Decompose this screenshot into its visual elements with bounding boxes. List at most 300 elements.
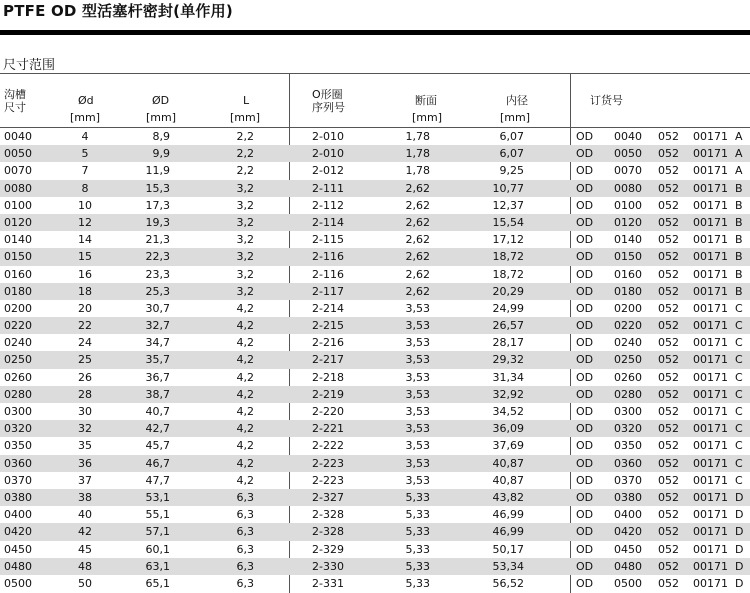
cell-oring-section: 3,53 bbox=[405, 353, 430, 367]
cell-order-code: 00171 bbox=[693, 542, 728, 556]
cell-order-prefix: OD bbox=[576, 147, 594, 161]
cell-oring-inner-diameter: 31,34 bbox=[492, 370, 524, 384]
cell-groove-length: 4,2 bbox=[236, 422, 254, 436]
cell-order-class: D bbox=[735, 576, 744, 590]
cell-groove-size: 0080 bbox=[4, 181, 32, 195]
table-row bbox=[0, 300, 750, 317]
cell-oring-section: 2,62 bbox=[405, 267, 430, 281]
cell-order-size: 0070 bbox=[614, 164, 642, 178]
cell-groove-diameter: 60,1 bbox=[145, 542, 170, 556]
cell-order-class: D bbox=[735, 525, 744, 539]
cell-order-size: 0080 bbox=[614, 181, 642, 195]
cell-groove-diameter: 19,3 bbox=[145, 215, 170, 229]
table-row bbox=[0, 403, 750, 420]
cell-rod-diameter: 15 bbox=[78, 250, 92, 264]
table-row bbox=[0, 248, 750, 265]
table-row bbox=[0, 472, 750, 489]
cell-groove-diameter: 34,7 bbox=[145, 336, 170, 350]
cell-rod-diameter: 48 bbox=[78, 559, 92, 573]
cell-oring-inner-diameter: 18,72 bbox=[492, 267, 524, 281]
table-row bbox=[0, 575, 750, 592]
cell-rod-diameter: 20 bbox=[78, 301, 92, 315]
cell-oring-inner-diameter: 15,54 bbox=[492, 215, 524, 229]
cell-groove-size: 0200 bbox=[4, 301, 32, 315]
cell-groove-diameter: 22,3 bbox=[145, 250, 170, 264]
table-row bbox=[0, 231, 750, 248]
cell-groove-size: 0120 bbox=[4, 215, 32, 229]
cell-rod-diameter: 25 bbox=[78, 353, 92, 367]
cell-order-material: 052 bbox=[658, 284, 679, 298]
cell-order-material: 052 bbox=[658, 473, 679, 487]
cell-groove-diameter: 46,7 bbox=[145, 456, 170, 470]
cell-groove-size: 0220 bbox=[4, 319, 32, 333]
cell-order-class: B bbox=[735, 250, 743, 264]
cell-oring-series: 2-223 bbox=[312, 473, 344, 487]
cell-groove-size: 0260 bbox=[4, 370, 32, 384]
cell-oring-section: 5,33 bbox=[405, 559, 430, 573]
cell-order-code: 00171 bbox=[693, 147, 728, 161]
cell-groove-length: 6,3 bbox=[236, 576, 254, 590]
cell-order-code: 00171 bbox=[693, 301, 728, 315]
cell-groove-size: 0180 bbox=[4, 284, 32, 298]
cell-order-prefix: OD bbox=[576, 456, 594, 470]
cell-order-prefix: OD bbox=[576, 181, 594, 195]
cell-oring-series: 2-217 bbox=[312, 353, 344, 367]
cell-rod-diameter: 8 bbox=[81, 181, 89, 195]
cell-order-prefix: OD bbox=[576, 387, 594, 401]
cell-oring-inner-diameter: 12,37 bbox=[492, 198, 524, 212]
cell-groove-size: 0380 bbox=[4, 490, 32, 504]
cell-order-size: 0100 bbox=[614, 198, 642, 212]
cell-order-material: 052 bbox=[658, 559, 679, 573]
cell-oring-series: 2-012 bbox=[312, 164, 344, 178]
cell-oring-series: 2-214 bbox=[312, 301, 344, 315]
table-row bbox=[0, 162, 750, 179]
cell-order-size: 0280 bbox=[614, 387, 642, 401]
cell-order-code: 00171 bbox=[693, 164, 728, 178]
cell-rod-diameter: 37 bbox=[78, 473, 92, 487]
cell-order-size: 0300 bbox=[614, 405, 642, 418]
cell-order-prefix: OD bbox=[576, 198, 594, 212]
cell-groove-size: 0360 bbox=[4, 456, 32, 470]
cell-groove-diameter: 30,7 bbox=[145, 301, 170, 315]
cell-groove-diameter: 38,7 bbox=[145, 387, 170, 401]
cell-groove-size: 0280 bbox=[4, 387, 32, 401]
table-row bbox=[0, 317, 750, 334]
cell-order-class: B bbox=[735, 233, 743, 247]
cell-groove-length: 6,3 bbox=[236, 559, 254, 573]
cell-order-prefix: OD bbox=[576, 319, 594, 333]
cell-groove-diameter: 23,3 bbox=[145, 267, 170, 281]
cell-groove-length: 4,2 bbox=[236, 456, 254, 470]
cell-oring-series: 2-218 bbox=[312, 370, 344, 384]
cell-groove-length: 3,2 bbox=[236, 215, 254, 229]
cell-groove-diameter: 40,7 bbox=[145, 405, 170, 418]
cell-groove-diameter: 11,9 bbox=[145, 164, 170, 178]
cell-groove-diameter: 57,1 bbox=[145, 525, 170, 539]
cell-oring-inner-diameter: 18,72 bbox=[492, 250, 524, 264]
header-L: L bbox=[243, 94, 250, 107]
cell-groove-diameter: 21,3 bbox=[145, 233, 170, 247]
cell-oring-section: 1,78 bbox=[405, 147, 430, 161]
table-row bbox=[0, 351, 750, 368]
cell-oring-series: 2-331 bbox=[312, 576, 344, 590]
cell-rod-diameter: 28 bbox=[78, 387, 92, 401]
cell-oring-section: 5,33 bbox=[405, 576, 430, 590]
table-row bbox=[0, 489, 750, 506]
table-row bbox=[0, 455, 750, 472]
cell-order-prefix: OD bbox=[576, 130, 594, 143]
cell-groove-size: 0350 bbox=[4, 439, 32, 453]
cell-order-prefix: OD bbox=[576, 422, 594, 436]
cell-oring-section: 1,78 bbox=[405, 164, 430, 178]
cell-oring-series: 2-216 bbox=[312, 336, 344, 350]
cell-groove-diameter: 45,7 bbox=[145, 439, 170, 453]
header-oring: O形圈 序列号 bbox=[312, 88, 345, 114]
cell-order-code: 00171 bbox=[693, 525, 728, 539]
cell-rod-diameter: 22 bbox=[78, 319, 92, 333]
cell-rod-diameter: 10 bbox=[78, 198, 92, 212]
cell-oring-section: 2,62 bbox=[405, 215, 430, 229]
cell-order-class: C bbox=[735, 387, 743, 401]
cell-order-prefix: OD bbox=[576, 525, 594, 539]
cell-order-code: 00171 bbox=[693, 405, 728, 418]
cell-oring-inner-diameter: 46,99 bbox=[492, 508, 524, 522]
cell-groove-size: 0300 bbox=[4, 405, 32, 418]
cell-oring-section: 5,33 bbox=[405, 490, 430, 504]
cell-order-size: 0180 bbox=[614, 284, 642, 298]
cell-groove-length: 4,2 bbox=[236, 336, 254, 350]
cell-oring-series: 2-220 bbox=[312, 405, 344, 418]
table-row bbox=[0, 145, 750, 162]
cell-order-material: 052 bbox=[658, 353, 679, 367]
cell-order-size: 0200 bbox=[614, 301, 642, 315]
header-id: 内径 bbox=[506, 94, 528, 107]
cell-groove-length: 2,2 bbox=[236, 130, 254, 143]
cell-groove-size: 0420 bbox=[4, 525, 32, 539]
header-id-unit: [mm] bbox=[500, 111, 531, 124]
cell-order-class: C bbox=[735, 301, 743, 315]
cell-groove-diameter: 42,7 bbox=[145, 422, 170, 436]
header-L-unit: [mm] bbox=[230, 111, 261, 124]
cell-order-prefix: OD bbox=[576, 405, 594, 418]
cell-oring-section: 2,62 bbox=[405, 198, 430, 212]
cell-groove-size: 0250 bbox=[4, 353, 32, 367]
cell-oring-inner-diameter: 10,77 bbox=[492, 181, 524, 195]
table-row bbox=[0, 128, 750, 145]
cell-order-class: B bbox=[735, 267, 743, 281]
cell-oring-section: 1,78 bbox=[405, 130, 430, 143]
cell-groove-size: 0160 bbox=[4, 267, 32, 281]
cell-order-prefix: OD bbox=[576, 284, 594, 298]
cell-order-code: 00171 bbox=[693, 319, 728, 333]
cell-rod-diameter: 16 bbox=[78, 267, 92, 281]
cell-oring-inner-diameter: 40,87 bbox=[492, 456, 524, 470]
cell-order-material: 052 bbox=[658, 147, 679, 161]
table-row bbox=[0, 437, 750, 454]
table-row bbox=[0, 197, 750, 214]
cell-order-size: 0370 bbox=[614, 473, 642, 487]
cell-groove-size: 0100 bbox=[4, 198, 32, 212]
cell-oring-series: 2-115 bbox=[312, 233, 344, 247]
cell-groove-length: 6,3 bbox=[236, 525, 254, 539]
cell-rod-diameter: 4 bbox=[81, 130, 89, 143]
cell-order-code: 00171 bbox=[693, 215, 728, 229]
cell-order-size: 0420 bbox=[614, 525, 642, 539]
cell-groove-diameter: 35,7 bbox=[145, 353, 170, 367]
cell-order-code: 00171 bbox=[693, 490, 728, 504]
cell-oring-section: 3,53 bbox=[405, 473, 430, 487]
cell-order-size: 0050 bbox=[614, 147, 642, 161]
cell-order-code: 00171 bbox=[693, 250, 728, 264]
cell-rod-diameter: 7 bbox=[81, 164, 89, 178]
cell-oring-series: 2-117 bbox=[312, 284, 344, 298]
cell-order-material: 052 bbox=[658, 215, 679, 229]
cell-order-material: 052 bbox=[658, 456, 679, 470]
cell-oring-inner-diameter: 50,17 bbox=[492, 542, 524, 556]
cell-oring-inner-diameter: 36,09 bbox=[492, 422, 524, 436]
cell-order-material: 052 bbox=[658, 542, 679, 556]
cell-order-prefix: OD bbox=[576, 250, 594, 264]
cell-order-class: D bbox=[735, 542, 744, 556]
cell-groove-diameter: 8,9 bbox=[152, 130, 170, 143]
cell-order-material: 052 bbox=[658, 525, 679, 539]
cell-oring-inner-diameter: 53,34 bbox=[492, 559, 524, 573]
cell-order-class: D bbox=[735, 508, 744, 522]
cell-oring-series: 2-328 bbox=[312, 525, 344, 539]
cell-rod-diameter: 50 bbox=[78, 576, 92, 590]
cell-rod-diameter: 42 bbox=[78, 525, 92, 539]
table-row bbox=[0, 266, 750, 283]
cell-order-prefix: OD bbox=[576, 508, 594, 522]
cell-order-prefix: OD bbox=[576, 370, 594, 384]
cell-order-material: 052 bbox=[658, 439, 679, 453]
cell-order-size: 0500 bbox=[614, 576, 642, 590]
cell-oring-inner-diameter: 29,32 bbox=[492, 353, 524, 367]
cell-groove-diameter: 63,1 bbox=[145, 559, 170, 573]
cell-rod-diameter: 32 bbox=[78, 422, 92, 436]
cell-oring-inner-diameter: 46,99 bbox=[492, 525, 524, 539]
cell-order-size: 0150 bbox=[614, 250, 642, 264]
cell-oring-series: 2-116 bbox=[312, 267, 344, 281]
cell-order-code: 00171 bbox=[693, 284, 728, 298]
cell-rod-diameter: 18 bbox=[78, 284, 92, 298]
cell-order-class: C bbox=[735, 456, 743, 470]
cell-oring-inner-diameter: 34,52 bbox=[492, 405, 524, 418]
cell-oring-inner-diameter: 26,57 bbox=[492, 319, 524, 333]
cell-rod-diameter: 45 bbox=[78, 542, 92, 556]
cell-order-code: 00171 bbox=[693, 387, 728, 401]
cell-groove-diameter: 65,1 bbox=[145, 576, 170, 590]
cell-order-size: 0160 bbox=[614, 267, 642, 281]
table-row bbox=[0, 541, 750, 558]
cell-oring-inner-diameter: 20,29 bbox=[492, 284, 524, 298]
cell-order-code: 00171 bbox=[693, 422, 728, 436]
cell-groove-size: 0240 bbox=[4, 336, 32, 350]
cell-oring-section: 5,33 bbox=[405, 508, 430, 522]
cell-order-class: A bbox=[735, 164, 743, 178]
cell-groove-diameter: 55,1 bbox=[145, 508, 170, 522]
table-row bbox=[0, 506, 750, 523]
cell-order-material: 052 bbox=[658, 198, 679, 212]
cell-order-code: 00171 bbox=[693, 473, 728, 487]
cell-groove-size: 0070 bbox=[4, 164, 32, 178]
cell-rod-diameter: 26 bbox=[78, 370, 92, 384]
cell-oring-series: 2-328 bbox=[312, 508, 344, 522]
cell-order-prefix: OD bbox=[576, 164, 594, 178]
cell-oring-series: 2-116 bbox=[312, 250, 344, 264]
cell-rod-diameter: 5 bbox=[81, 147, 89, 161]
cell-groove-diameter: 53,1 bbox=[145, 490, 170, 504]
cell-order-code: 00171 bbox=[693, 181, 728, 195]
cell-groove-size: 0150 bbox=[4, 250, 32, 264]
cell-groove-diameter: 32,7 bbox=[145, 319, 170, 333]
cell-order-prefix: OD bbox=[576, 576, 594, 590]
cell-order-code: 00171 bbox=[693, 198, 728, 212]
cell-order-size: 0380 bbox=[614, 490, 642, 504]
cell-oring-inner-diameter: 6,07 bbox=[499, 130, 524, 143]
cell-oring-inner-diameter: 17,12 bbox=[492, 233, 524, 247]
cell-oring-series: 2-114 bbox=[312, 215, 344, 229]
cell-groove-size: 0500 bbox=[4, 576, 32, 590]
cell-groove-length: 3,2 bbox=[236, 250, 254, 264]
cell-order-class: D bbox=[735, 559, 744, 573]
cell-groove-length: 4,2 bbox=[236, 473, 254, 487]
cell-groove-length: 3,2 bbox=[236, 267, 254, 281]
cell-order-class: C bbox=[735, 439, 743, 453]
cell-order-size: 0120 bbox=[614, 215, 642, 229]
cell-oring-inner-diameter: 9,25 bbox=[499, 164, 524, 178]
cell-order-code: 00171 bbox=[693, 233, 728, 247]
cell-order-class: B bbox=[735, 284, 743, 298]
cell-order-code: 00171 bbox=[693, 130, 728, 143]
cell-order-material: 052 bbox=[658, 336, 679, 350]
cell-order-size: 0400 bbox=[614, 508, 642, 522]
cell-order-class: B bbox=[735, 198, 743, 212]
cell-oring-section: 3,53 bbox=[405, 439, 430, 453]
table-row bbox=[0, 369, 750, 386]
cell-groove-length: 3,2 bbox=[236, 284, 254, 298]
header-groove: 沟槽 尺寸 bbox=[4, 88, 26, 114]
cell-groove-diameter: 15,3 bbox=[145, 181, 170, 195]
cell-order-class: B bbox=[735, 215, 743, 229]
cell-oring-series: 2-222 bbox=[312, 439, 344, 453]
cell-order-size: 0260 bbox=[614, 370, 642, 384]
cell-order-class: C bbox=[735, 405, 743, 418]
cell-oring-section: 2,62 bbox=[405, 250, 430, 264]
cell-order-material: 052 bbox=[658, 267, 679, 281]
cell-order-class: D bbox=[735, 490, 744, 504]
cell-groove-length: 2,2 bbox=[236, 164, 254, 178]
header-d-unit: [mm] bbox=[70, 111, 101, 124]
table-row bbox=[0, 180, 750, 197]
cell-oring-series: 2-219 bbox=[312, 387, 344, 401]
cell-order-code: 00171 bbox=[693, 267, 728, 281]
header-D-unit: [mm] bbox=[146, 111, 177, 124]
cell-oring-section: 3,53 bbox=[405, 301, 430, 315]
cell-rod-diameter: 38 bbox=[78, 490, 92, 504]
header-D: ØD bbox=[152, 94, 170, 107]
cell-rod-diameter: 36 bbox=[78, 456, 92, 470]
cell-order-prefix: OD bbox=[576, 353, 594, 367]
header-order: 订货号 bbox=[590, 94, 623, 107]
cell-oring-section: 2,62 bbox=[405, 284, 430, 298]
cell-order-material: 052 bbox=[658, 319, 679, 333]
cell-oring-section: 3,53 bbox=[405, 370, 430, 384]
cell-order-code: 00171 bbox=[693, 370, 728, 384]
cell-oring-series: 2-327 bbox=[312, 490, 344, 504]
cell-order-class: B bbox=[735, 181, 743, 195]
cell-order-prefix: OD bbox=[576, 267, 594, 281]
cell-oring-series: 2-111 bbox=[312, 181, 344, 195]
cell-oring-inner-diameter: 24,99 bbox=[492, 301, 524, 315]
cell-order-material: 052 bbox=[658, 422, 679, 436]
cell-order-code: 00171 bbox=[693, 508, 728, 522]
title-rule bbox=[0, 30, 750, 35]
cell-order-size: 0140 bbox=[614, 233, 642, 247]
cell-oring-inner-diameter: 6,07 bbox=[499, 147, 524, 161]
cell-order-code: 00171 bbox=[693, 576, 728, 590]
cell-order-prefix: OD bbox=[576, 490, 594, 504]
cell-groove-size: 0370 bbox=[4, 473, 32, 487]
header-section-unit: [mm] bbox=[412, 111, 443, 124]
cell-groove-diameter: 25,3 bbox=[145, 284, 170, 298]
table-row bbox=[0, 334, 750, 351]
cell-groove-length: 6,3 bbox=[236, 542, 254, 556]
table-row bbox=[0, 283, 750, 300]
cell-order-material: 052 bbox=[658, 130, 679, 143]
cell-order-prefix: OD bbox=[576, 439, 594, 453]
cell-rod-diameter: 40 bbox=[78, 508, 92, 522]
cell-order-material: 052 bbox=[658, 490, 679, 504]
cell-groove-length: 2,2 bbox=[236, 147, 254, 161]
cell-oring-section: 3,53 bbox=[405, 422, 430, 436]
cell-order-size: 0320 bbox=[614, 422, 642, 436]
cell-oring-inner-diameter: 56,52 bbox=[492, 576, 524, 590]
cell-order-size: 0250 bbox=[614, 353, 642, 367]
cell-order-material: 052 bbox=[658, 370, 679, 384]
cell-order-class: C bbox=[735, 319, 743, 333]
cell-oring-section: 2,62 bbox=[405, 233, 430, 247]
cell-groove-length: 4,2 bbox=[236, 439, 254, 453]
cell-order-class: C bbox=[735, 473, 743, 487]
cell-rod-diameter: 30 bbox=[78, 405, 92, 418]
cell-order-code: 00171 bbox=[693, 456, 728, 470]
cell-groove-size: 0320 bbox=[4, 422, 32, 436]
cell-order-prefix: OD bbox=[576, 559, 594, 573]
cell-groove-size: 0450 bbox=[4, 542, 32, 556]
cell-oring-section: 3,53 bbox=[405, 405, 430, 418]
table-row bbox=[0, 386, 750, 403]
cell-oring-section: 5,33 bbox=[405, 525, 430, 539]
cell-order-material: 052 bbox=[658, 508, 679, 522]
cell-order-material: 052 bbox=[658, 387, 679, 401]
cell-order-size: 0350 bbox=[614, 439, 642, 453]
cell-order-prefix: OD bbox=[576, 301, 594, 315]
cell-order-size: 0040 bbox=[614, 130, 642, 143]
cell-groove-length: 4,2 bbox=[236, 301, 254, 315]
table-row bbox=[0, 523, 750, 540]
header-d: Ød bbox=[78, 94, 94, 107]
cell-oring-series: 2-215 bbox=[312, 319, 344, 333]
cell-order-size: 0480 bbox=[614, 559, 642, 573]
cell-order-code: 00171 bbox=[693, 559, 728, 573]
cell-groove-length: 4,2 bbox=[236, 405, 254, 418]
cell-order-size: 0220 bbox=[614, 319, 642, 333]
cell-groove-diameter: 36,7 bbox=[145, 370, 170, 384]
cell-groove-size: 0400 bbox=[4, 508, 32, 522]
cell-groove-size: 0480 bbox=[4, 559, 32, 573]
